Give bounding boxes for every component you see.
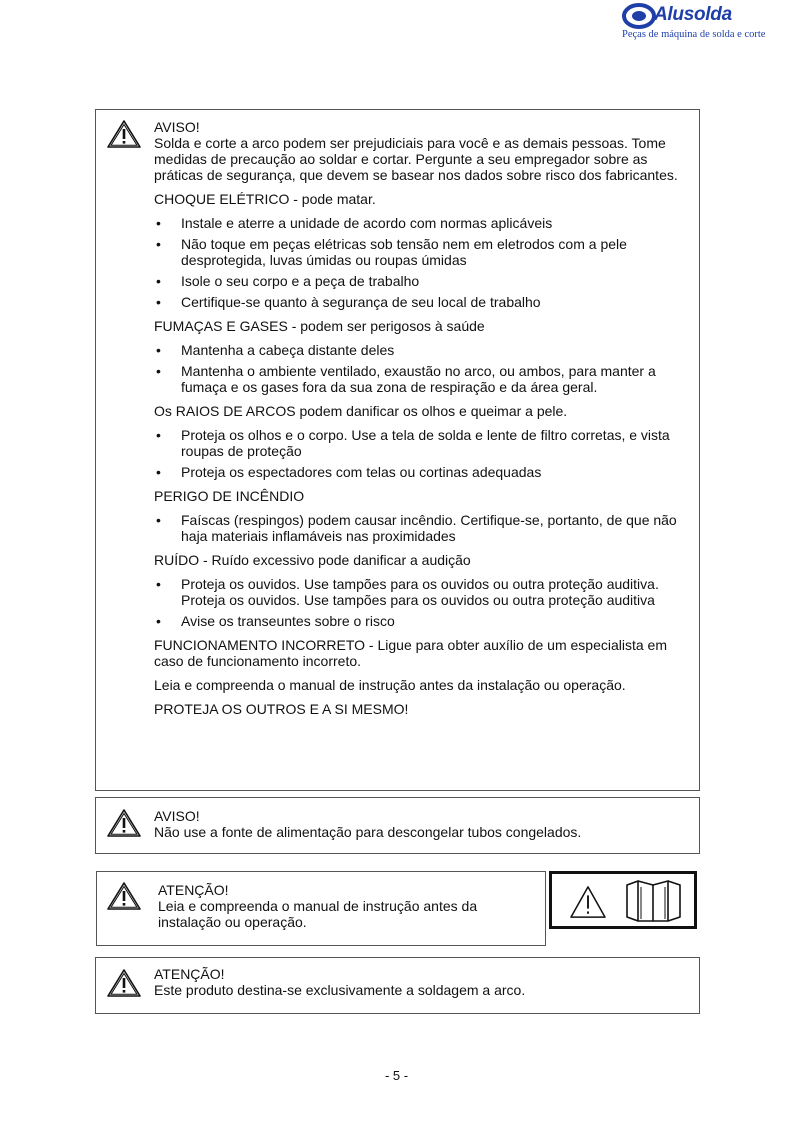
section-heading-electric: CHOQUE ELÉTRICO - pode matar. — [154, 191, 376, 207]
list-item: • Mantenha o ambiente ventilado, exaustão no arco, ou ambos, para manter a fumaça e os gases fora da sua zona de respiração e da área geral. — [154, 363, 689, 395]
intro-text: Solda e corte a arco podem ser prejudiciais para você e as demais pessoas. Tome medidas de precaução ao soldar e cortar. Pergunte a seu empregador sobre as práticas de segurança, que devem se basear nos dados sobre risco dos fabricantes. — [154, 135, 678, 183]
bullet-list-arc-rays — [154, 427, 689, 480]
warning-triangle-icon — [105, 880, 143, 912]
open-manual-icon — [624, 879, 684, 923]
list-item: • Proteja os ouvidos. Use tampões para os ouvidos ou outra proteção auditiva. Proteja os ouvidos. Use tampões para os ouvidos ou outra proteção auditiva — [154, 576, 689, 608]
box-text: Leia e compreenda o manual de instrução antes da instalação ou operação. — [158, 898, 478, 930]
box-text: Não use a fonte de alimentação para descongelar tubos congelados. — [154, 824, 582, 840]
warning-box-thaw — [95, 797, 700, 854]
box-text: Este produto destina-se exclusivamente a soldagem a arco. — [154, 982, 526, 998]
warning-box-main — [95, 109, 700, 791]
list-item: • Certifique-se quanto à segurança de seu local de trabalho — [154, 294, 689, 310]
logo-swoosh-icon — [622, 2, 658, 30]
list-item: • Mantenha a cabeça distante deles — [154, 342, 689, 358]
list-item: • Isole o seu corpo e a peça de trabalho — [154, 273, 689, 289]
box-title: AVISO! — [154, 808, 200, 824]
warning-triangle-icon — [105, 967, 143, 999]
section-heading-arc-rays: Os RAIOS DE ARCOS podem danificar os olhos e queimar a pele. — [154, 403, 568, 419]
read-manual-text: Leia e compreenda o manual de instrução antes da instalação ou operação. — [154, 677, 626, 693]
box-title: ATENÇÃO! — [158, 882, 229, 898]
box-title: ATENÇÃO! — [154, 966, 225, 982]
page-number: - 5 - — [384, 1068, 409, 1083]
section-heading-noise: RUÍDO - Ruído excessivo pode danificar a audição — [154, 552, 471, 568]
list-item: • Não toque em peças elétricas sob tensão nem em eletrodos com a pele desprotegida, luvas úmidas ou roupas úmidas — [154, 236, 689, 268]
read-manual-pictogram — [549, 871, 697, 929]
list-item: • Faíscas (respingos) podem causar incêndio. Certifique-se, portanto, de que não haja materiais inflamáveis nas proximidades — [154, 512, 689, 544]
bullet-list-fire — [154, 512, 689, 544]
protect-text: PROTEJA OS OUTROS E A SI MESMO! — [154, 701, 409, 717]
section-heading-fumes: FUMAÇAS E GASES - podem ser perigosos à saúde — [154, 318, 485, 334]
list-item: • Proteja os olhos e o corpo. Use a tela de solda e lente de filtro corretas, e vista roupas de proteção — [154, 427, 689, 459]
warning-triangle-icon — [568, 885, 608, 919]
box-title: AVISO! — [154, 119, 200, 135]
brand-logo — [620, 0, 780, 44]
list-item: • Proteja os espectadores com telas ou cortinas adequadas — [154, 464, 689, 480]
brand-name: Alusolda — [654, 4, 732, 25]
section-heading-fire: PERIGO DE INCÊNDIO — [154, 488, 305, 504]
list-item: • Avise os transeuntes sobre o risco — [154, 613, 689, 629]
warning-triangle-icon — [105, 118, 143, 150]
warning-triangle-icon — [105, 807, 143, 839]
attention-box-manual — [96, 871, 546, 946]
bullet-list-electric — [154, 215, 689, 310]
bullet-list-noise — [154, 576, 689, 629]
list-item: • Instale e aterre a unidade de acordo com normas aplicáveis — [154, 215, 689, 231]
brand-tagline: Peças de máquina de solda e corte — [622, 29, 766, 40]
attention-box-arc-only — [95, 957, 700, 1014]
malfunction-text: FUNCIONAMENTO INCORRETO - Ligue para obter auxílio de um especialista em caso de funcionamento incorreto. — [154, 637, 667, 669]
bullet-list-fumes — [154, 342, 689, 395]
